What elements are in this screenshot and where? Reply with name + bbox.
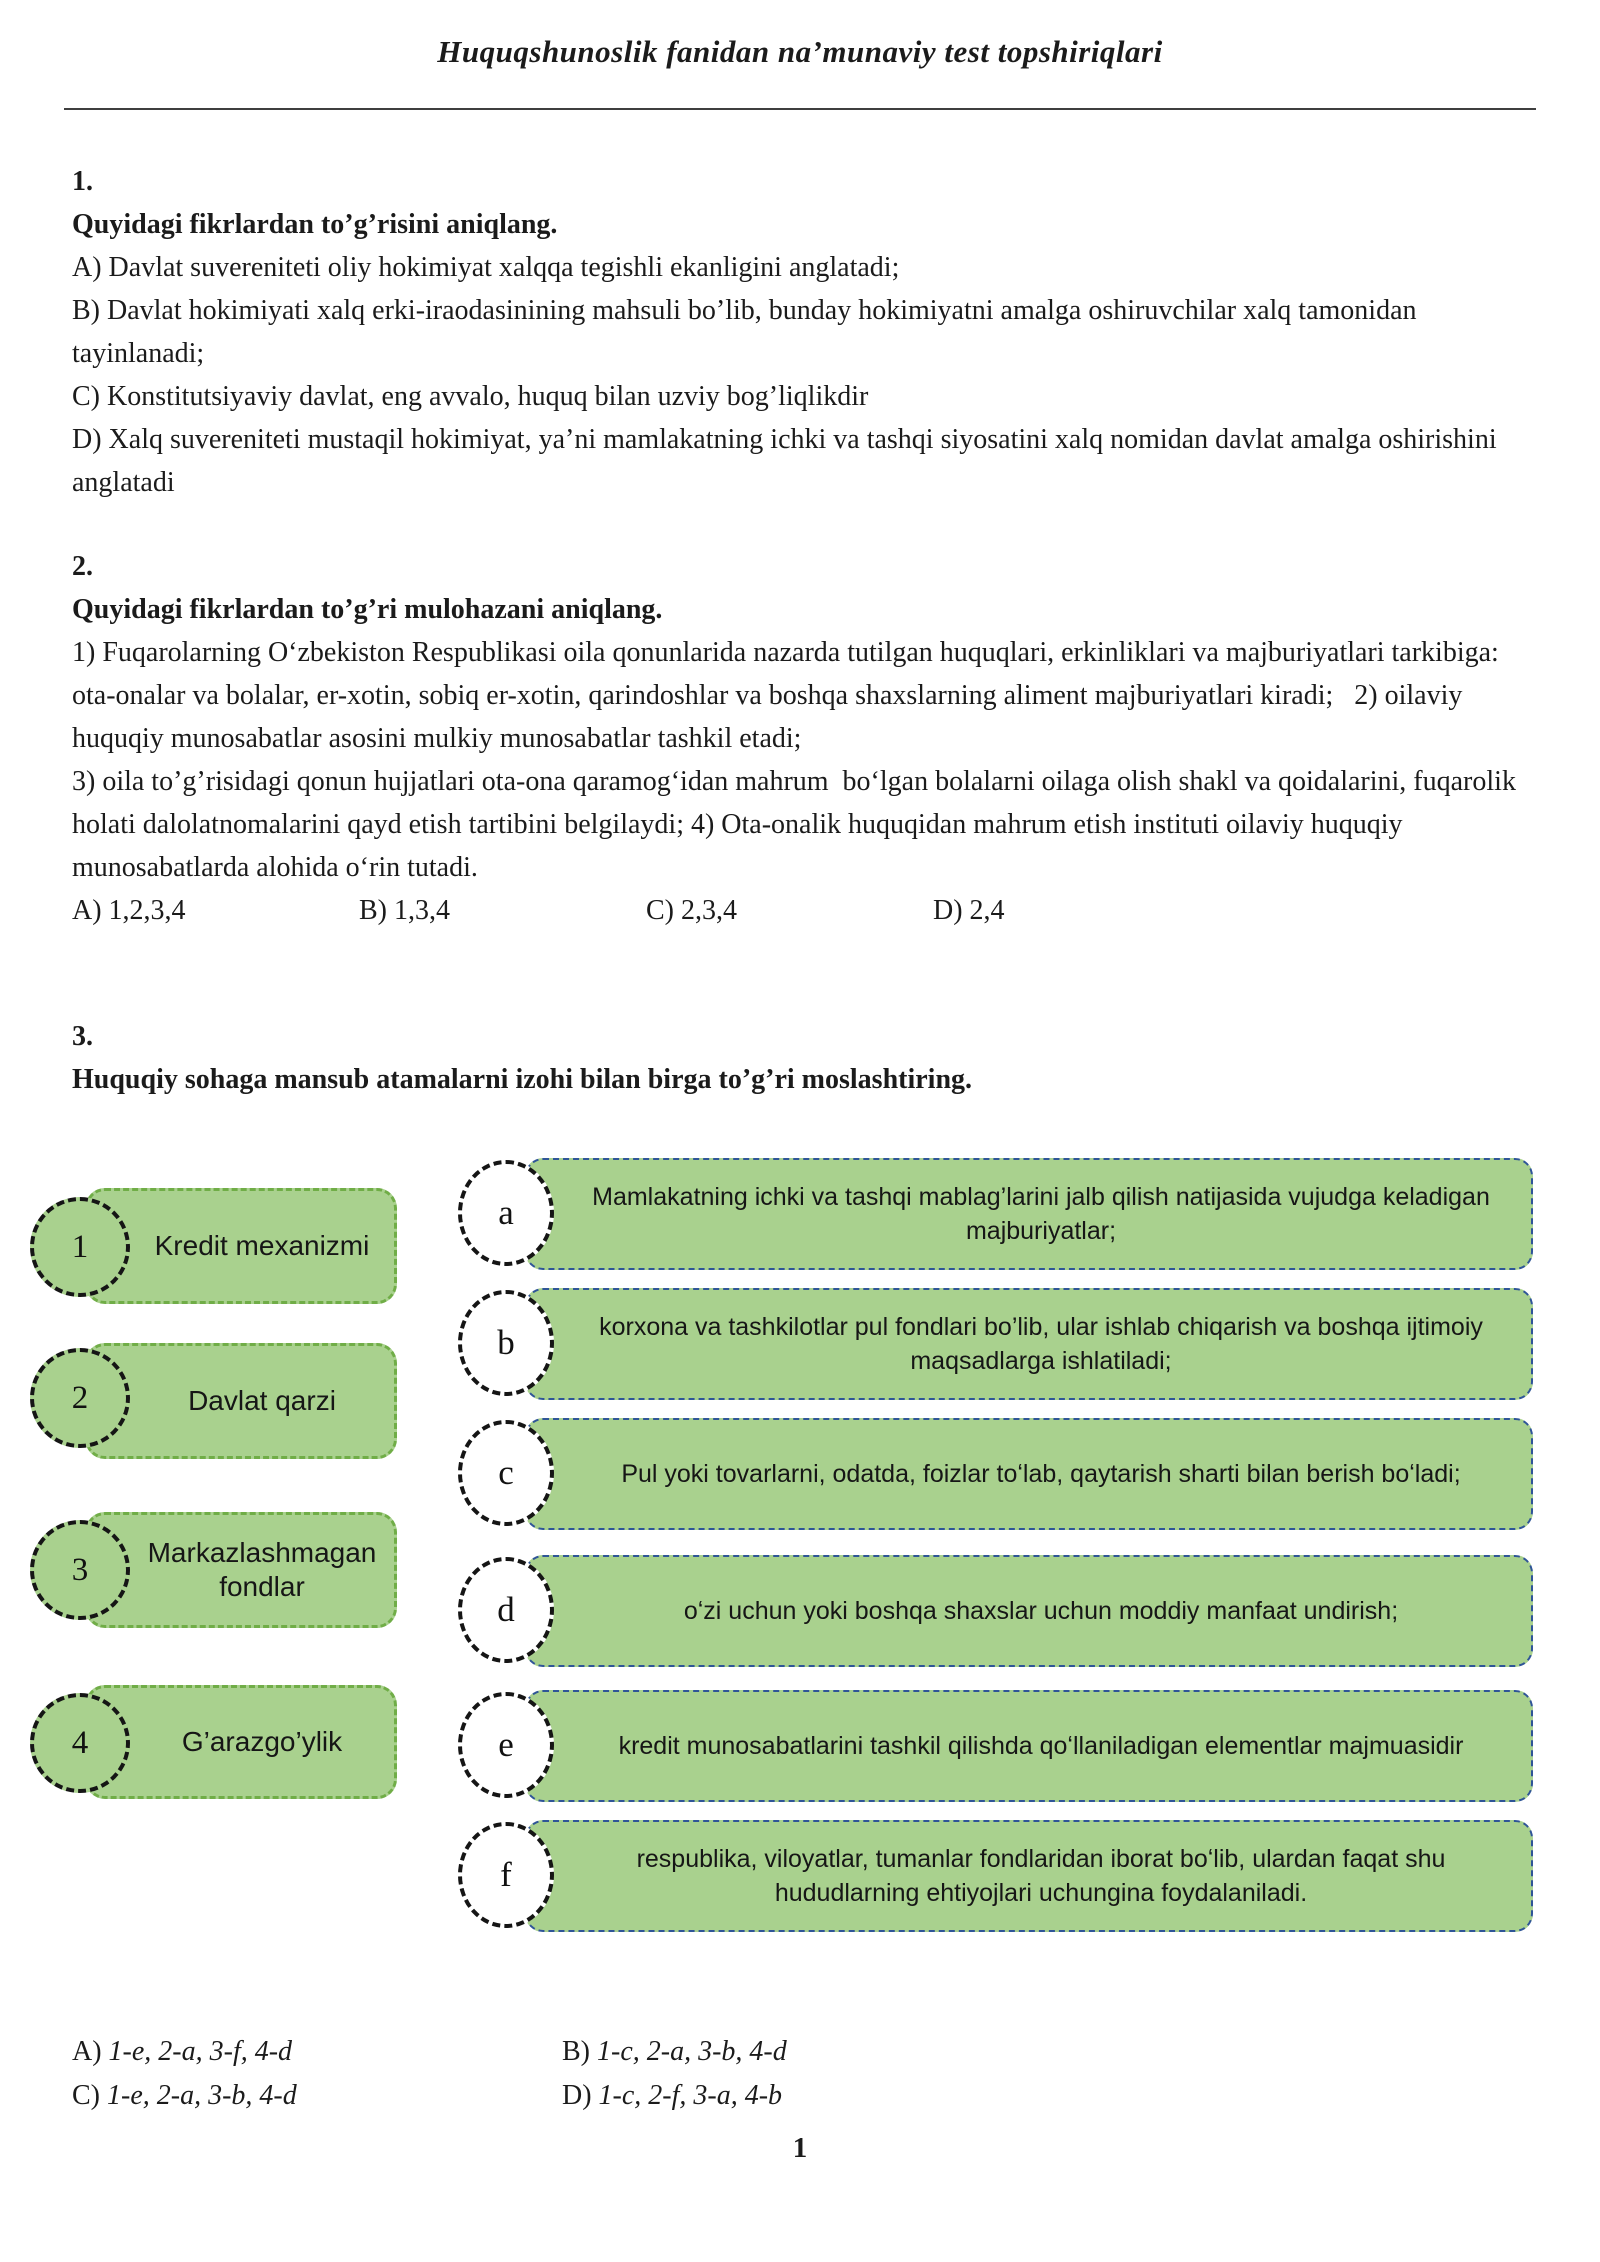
- definition-letter-badge-b: b: [458, 1290, 554, 1396]
- question-2-prompt: Quyidagi fikrlardan to’g’ri mulohazani aniqlang.: [72, 594, 663, 625]
- question-1-number: 1.: [72, 166, 93, 197]
- question-3-answer-d: [562, 2074, 1172, 2118]
- question-1-option-c: C) Konstitutsiyaviy davlat, eng avvalo, huquq bilan uzviy bog’liqlikdir: [72, 381, 869, 412]
- question-2-option-c: C) 2,3,4: [646, 895, 737, 926]
- term-number-badge-3: 3: [30, 1520, 130, 1620]
- question-2: [72, 545, 1530, 932]
- question-2-option-a: A) 1,2,3,4: [72, 895, 186, 926]
- matching-diagram: [0, 1150, 1600, 1960]
- definition-letter-badge-f: f: [458, 1822, 554, 1928]
- definition-c-text: Pul yoki tovarlarni, odatda, foizlar toʻlab, qaytarish sharti bilan berish boʻladi;: [621, 1460, 1461, 1488]
- answer-a-label: A): [72, 2036, 102, 2067]
- question-3-answer-c: [72, 2074, 562, 2118]
- definition-e-text: kredit munosabatlarini tashkil qilishda qoʻllaniladigan elementlar majmuasidir: [618, 1732, 1464, 1760]
- page-number: 1: [792, 2132, 808, 2164]
- question-2-option-b: B) 1,3,4: [359, 895, 450, 926]
- answer-c-value: 1-e, 2-a, 3-b, 4-d: [107, 2080, 297, 2111]
- term-2-label: Davlat qarzi: [188, 1385, 336, 1416]
- answer-d-label: D): [562, 2080, 592, 2111]
- definition-letter-badge-a: a: [458, 1160, 554, 1266]
- answer-b-label: B): [562, 2036, 590, 2067]
- document-title: Huquqshunoslik fanidan na’munaviy test topshiriqlari: [437, 34, 1163, 69]
- definition-box-e: [525, 1690, 1533, 1802]
- definition-a-text: Mamlakatning ichki va tashqi mablag’larini jalb qilish natijasida vujudga keladigan majburiyatlar;: [592, 1183, 1490, 1245]
- question-2-options: [72, 889, 1530, 932]
- term-3-label: Markazlashmagan fondlar: [147, 1537, 377, 1602]
- definition-d-text: oʻzi uchun yoki boshqa shaxslar uchun moddiy manfaat undirish;: [683, 1597, 1399, 1625]
- term-box-2: [85, 1343, 397, 1459]
- header-divider: [64, 108, 1536, 110]
- question-3-answer-b: [562, 2030, 1172, 2074]
- term-4-label: G’arazgo’ylik: [181, 1726, 343, 1757]
- question-1-option-b: B) Davlat hokimiyati xalq erki-iraodasinining mahsuli bo’lib, bunday hokimiyatni amalga oshiruvchilar xalq tamonidan tayinlanadi;: [72, 295, 1417, 369]
- question-1-option-a: A) Davlat suvereniteti oliy hokimiyat xalqqa tegishli ekanligini anglatadi;: [72, 252, 900, 283]
- definition-box-a: [525, 1158, 1533, 1270]
- answer-d-value: 1-c, 2-f, 3-a, 4-b: [598, 2080, 783, 2111]
- question-2-number: 2.: [72, 551, 93, 582]
- question-2-body-1: 1) Fuqarolarning Oʻzbekiston Respublikasi oila qonunlarida nazarda tutilgan huquqlari, erkinliklari va majburiyatlari tarkibiga: ota-onalar va bolalar, er-xotin, sobiq er-xotin, qarindoshlar va boshqa shaxslarning aliment majburiyatlari kiradi; 2) oilaviy huquqiy munosabatlar asosini mulkiy munosabatlar tashkil etadi;: [72, 637, 1499, 754]
- term-number-badge-2: 2: [30, 1348, 130, 1448]
- definition-box-f: [525, 1820, 1533, 1932]
- question-1: [72, 160, 1530, 504]
- definition-f-text: respublika, viloyatlar, tumanlar fondlaridan iborat boʻlib, ulardan faqat shu hududlarning ehtiyojlari uchungina foydalaniladi.: [636, 1845, 1446, 1907]
- question-3-prompt: Huquqiy sohaga mansub atamalarni izohi bilan birga to’g’ri moslashtiring.: [72, 1064, 973, 1095]
- question-2-option-d: D) 2,4: [933, 895, 1005, 926]
- term-box-1: [85, 1188, 397, 1304]
- question-3-answers: [72, 2030, 1172, 2118]
- term-box-3: [85, 1512, 397, 1628]
- definition-box-b: [525, 1288, 1533, 1400]
- question-2-body-2: 3) oila to’g’risidagi qonun hujjatlari ota-ona qaramogʻidan mahrum boʻlgan bolalarni oilaga olish shakl va qoidalarini, fuqarolik holati dalolatnomalarini qayd etish tartibini belgilaydi; 4) Ota-onalik huquqidan mahrum etish instituti oilaviy huquqiy munosabatlarda alohida oʻrin tutadi.: [72, 766, 1516, 883]
- answer-a-value: 1-e, 2-a, 3-f, 4-d: [108, 2036, 293, 2067]
- definition-box-c: [525, 1418, 1533, 1530]
- question-3-number: 3.: [72, 1021, 93, 1052]
- term-box-4: [85, 1685, 397, 1799]
- definition-letter-badge-c: c: [458, 1420, 554, 1526]
- answer-c-label: C): [72, 2080, 100, 2111]
- term-number-badge-4: 4: [30, 1693, 130, 1793]
- answer-b-value: 1-c, 2-a, 3-b, 4-d: [597, 2036, 787, 2067]
- question-1-prompt: Quyidagi fikrlardan to’g’risini aniqlang.: [72, 209, 558, 240]
- question-3: [72, 1015, 1530, 1101]
- term-1-label: Kredit mexanizmi: [154, 1230, 370, 1261]
- definition-b-text: korxona va tashkilotlar pul fondlari bo’lib, ular ishlab chiqarish va boshqa ijtimoiy maqsadlarga ishlatiladi;: [599, 1313, 1483, 1375]
- definition-letter-badge-d: d: [458, 1557, 554, 1663]
- term-number-badge-1: 1: [30, 1197, 130, 1297]
- question-1-option-d: D) Xalq suvereniteti mustaqil hokimiyat, ya’ni mamlakatning ichki va tashqi siyosatini xalq nomidan davlat amalga oshirishini anglatadi: [72, 424, 1497, 498]
- definition-box-d: [525, 1555, 1533, 1667]
- question-3-answer-a: [72, 2030, 562, 2074]
- definition-letter-badge-e: e: [458, 1692, 554, 1798]
